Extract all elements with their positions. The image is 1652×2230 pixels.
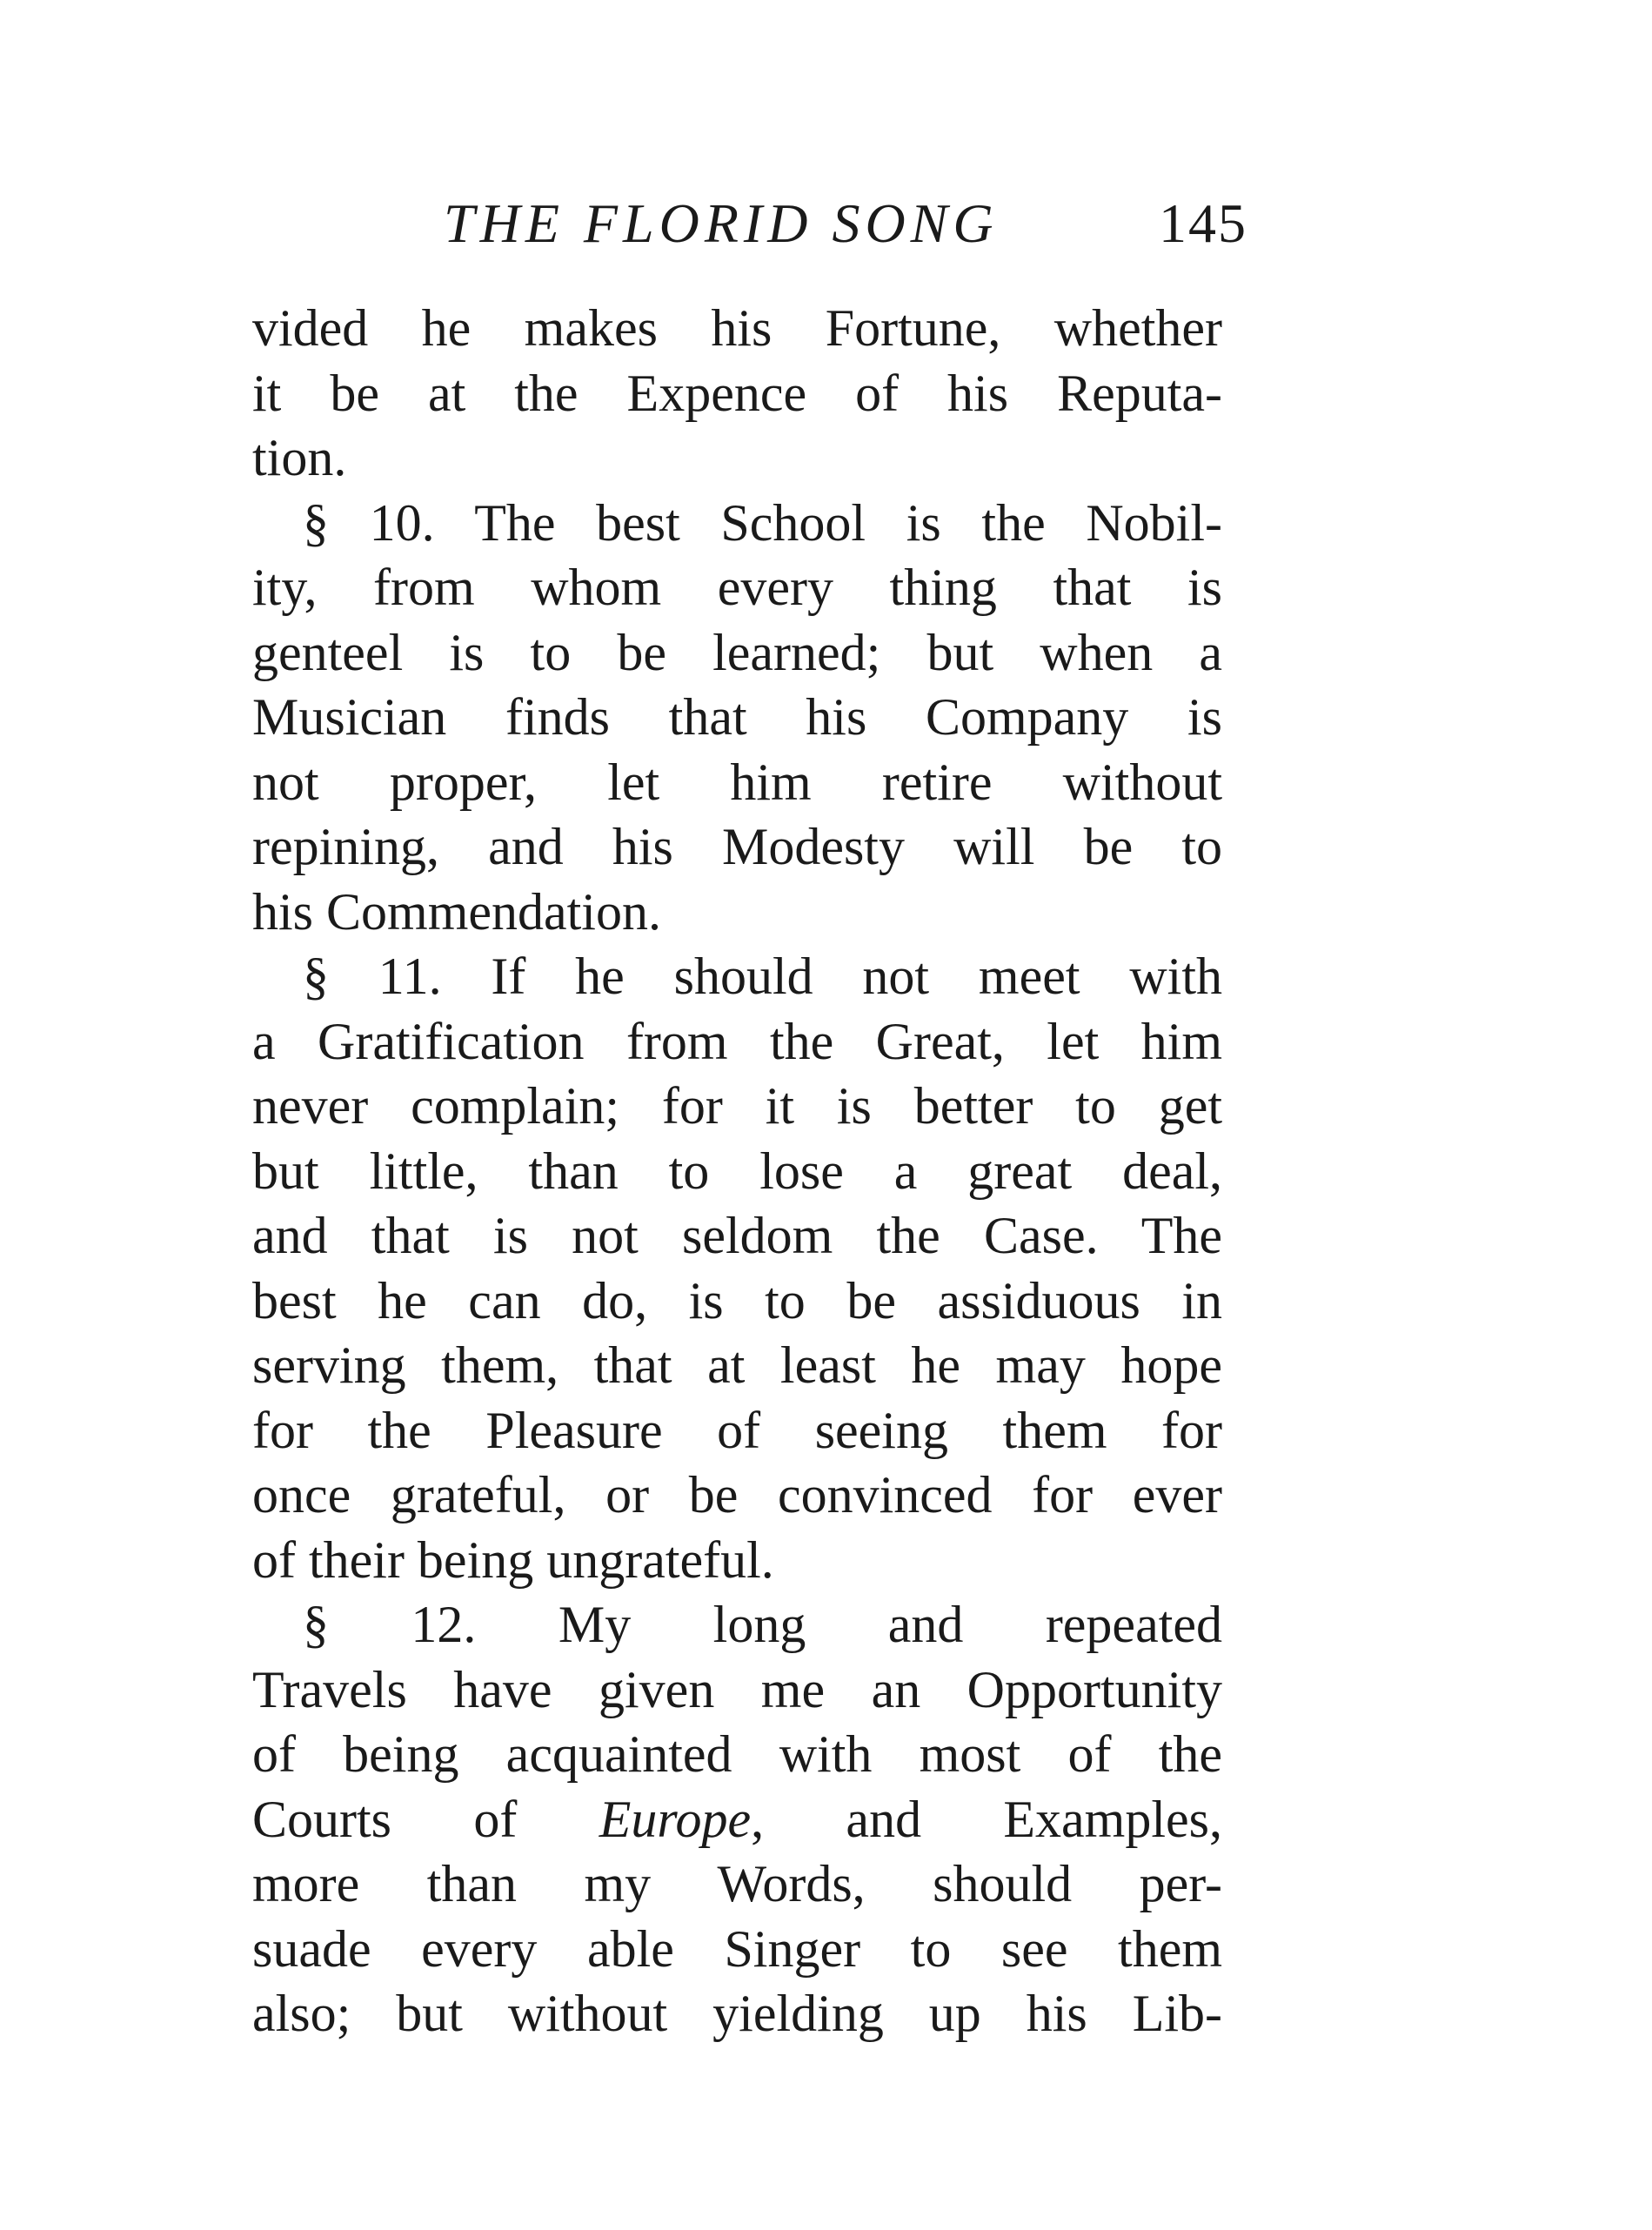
text-line: genteel is to be learned; but when a [252,623,1222,681]
paragraph-10-start: § 10. The best School is the Nobil- [303,493,1222,552]
text-line: of being acquainted with most of the [252,1725,1222,1783]
text-line: ity, from whom every thing that is [252,559,1222,616]
text-line: of their being ungrateful. [252,1530,774,1589]
italic-place-name: Europe [599,1790,752,1848]
text-line: tion. [252,429,347,486]
text-segment: Courts of [252,1790,599,1848]
text-line: not proper, let him retire without [252,753,1222,811]
text-line: it be at the Expence of his Reputa- [252,364,1222,422]
text-line: also; but without yielding up his Lib- [252,1985,1222,2042]
text-line: vided he makes his Fortune, whether [252,299,1222,357]
text-line: a Gratification from the Great, let him [252,1012,1222,1070]
text-line: his Commendation. [252,882,661,941]
text-line-europe [252,1787,1222,1852]
text-line: Musician finds that his Company is [252,688,1222,746]
text-line: more than my Words, should per- [252,1855,1222,1912]
text-line: but little, than to lose a great deal, [252,1142,1222,1200]
paragraph-11-start: § 11. If he should not meet with [303,948,1222,1005]
text-line: Travels have given me an Opportunity [252,1660,1222,1718]
body-text [252,296,1222,2046]
paragraph-12-start: § 12. My long and repeated [303,1596,1222,1653]
text-line: suade every able Singer to see them [252,1919,1222,1978]
text-segment: , and Examples, [751,1790,1223,1848]
running-title: THE FLORID SONG [444,192,999,254]
text-line: and that is not seldom the Case. The [252,1207,1222,1264]
text-line: for the Pleasure of seeing them for [252,1401,1222,1459]
page-number: 145 [1159,192,1247,254]
text-line: serving them, that at least he may hope [252,1336,1222,1394]
text-line: best he can do, is to be assiduous in [252,1271,1222,1329]
page-header [252,184,1253,263]
text-line: never complain; for it is better to get [252,1077,1222,1135]
text-line: repining, and his Modesty will be to [252,818,1222,875]
text-line: once grateful, or be convinced for ever [252,1466,1222,1523]
